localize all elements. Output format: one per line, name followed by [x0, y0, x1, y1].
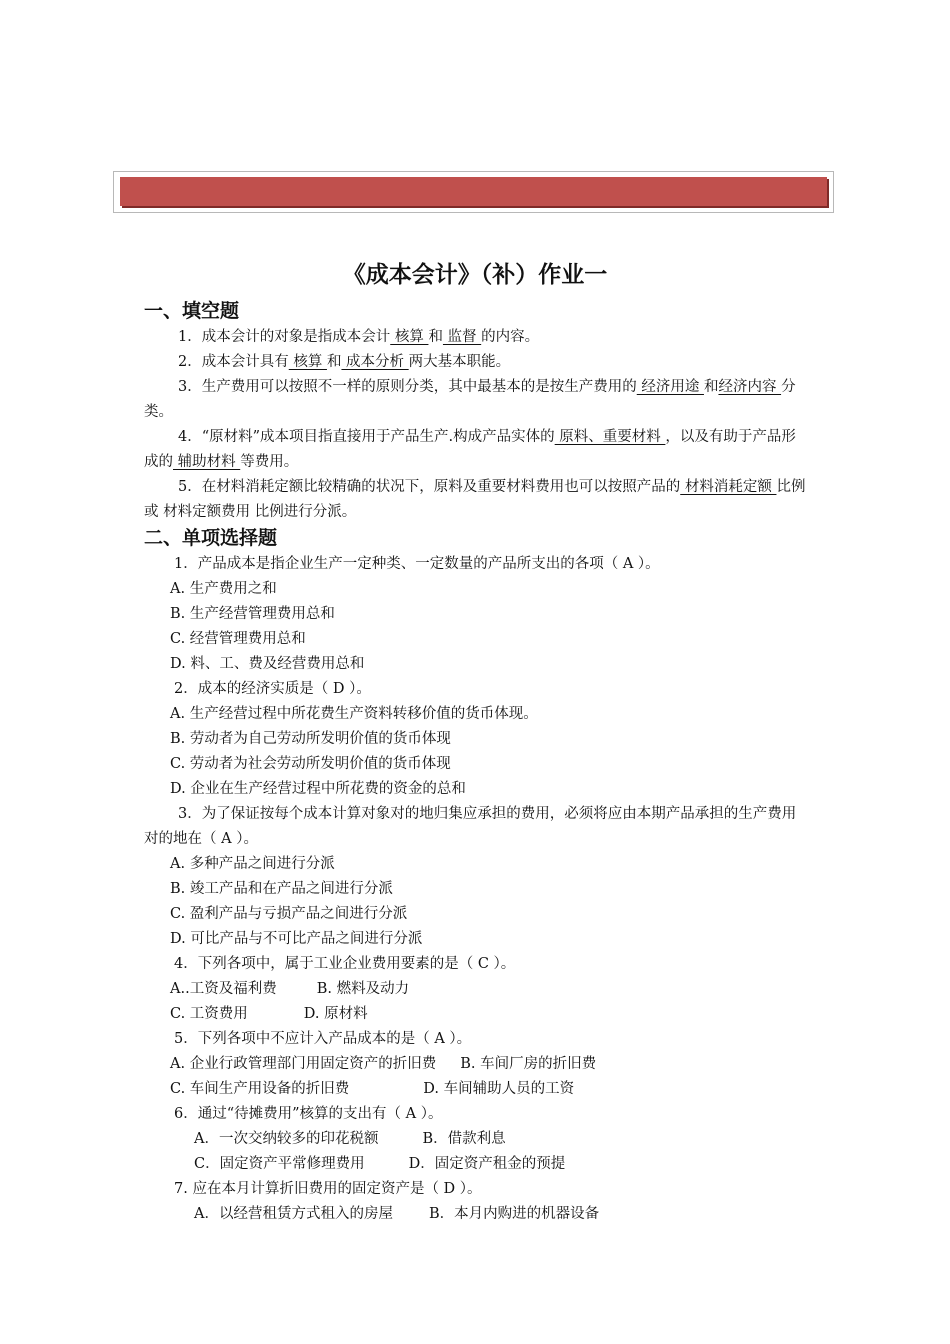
- option: C. 盈利产品与亏损产品之间进行分派: [170, 906, 408, 922]
- answer-blank: 核算: [288, 354, 327, 370]
- option-row: [144, 1152, 808, 1177]
- choice-question-1: 1．产品成本是指企业生产一定种类、一定数量的产品所支出的各项（ A ）。: [174, 556, 660, 572]
- option: D．固定资产租金的预提: [408, 1156, 566, 1172]
- option: C. 工资费用: [170, 1006, 248, 1022]
- answer-blank: 成本分析: [341, 354, 409, 370]
- header-banner-bar: [120, 177, 827, 206]
- text: 和: [326, 354, 342, 370]
- text: 4．“原材料”成本项目指直接用于产品生产.构成产品实体的: [178, 429, 555, 445]
- option: C．固定资产平常修理费用: [194, 1156, 365, 1172]
- option: D. 原材料: [303, 1006, 368, 1022]
- option-row: [144, 1127, 808, 1152]
- option: D. 车间辅助人员的工资: [423, 1081, 575, 1097]
- document-body: [144, 298, 808, 1227]
- answer-blank: 材料消耗定额: [680, 479, 777, 495]
- option: D. 可比产品与不可比产品之间进行分派: [170, 931, 423, 947]
- answer-blank: 经济用途: [636, 379, 704, 395]
- page-title: 《成本会计》（补）作业一: [342, 262, 608, 288]
- section-heading-fill-blank: 一、填空题: [144, 300, 240, 322]
- fill-question-3: [144, 375, 808, 425]
- choice-question-4: 4．下列各项中，属于工业企业费用要素的是（ C ）。: [174, 956, 516, 972]
- option: A. 多种产品之间进行分派: [170, 856, 335, 872]
- option: B．借款利息: [422, 1131, 506, 1147]
- fill-question-2: [144, 350, 808, 375]
- option-row: [144, 977, 808, 1002]
- answer-blank: 原料、重要材料: [554, 429, 666, 445]
- option-row: [144, 1002, 808, 1027]
- option: B. 竣工产品和在产品之间进行分派: [170, 881, 393, 897]
- option: A. 企业行政管理部门用固定资产的折旧费: [170, 1056, 437, 1072]
- text: 等费用。: [240, 454, 299, 470]
- answer-blank: 核算: [390, 329, 429, 345]
- text: 2．成本会计具有: [178, 354, 289, 370]
- option: C. 车间生产用设备的折旧费: [170, 1081, 350, 1097]
- option: A. 生产经营过程中所花费生产资料转移价值的货币体现。: [170, 706, 538, 722]
- choice-question-2: 2．成本的经济实质是（ D ）。: [174, 681, 371, 697]
- text: ，以及有助于产品形成的: [144, 429, 796, 470]
- text: 分类。: [144, 379, 796, 420]
- text: 比例或 材料定额费用 比例进行分派。: [144, 479, 806, 520]
- option: D. 料、工、费及经营费用总和: [170, 656, 365, 672]
- text: 5．在材料消耗定额比较精确的状况下，原料及重要材料费用也可以按照产品的: [178, 479, 681, 495]
- header-banner: [113, 171, 834, 213]
- option: B. 生产经营管理费用总和: [170, 606, 335, 622]
- choice-question-6: 6．通过“待摊费用”核算的支出有（ A ）。: [174, 1106, 443, 1122]
- option: C. 经营管理费用总和: [170, 631, 306, 647]
- option: C. 劳动者为社会劳动所发明价值的货币体现: [170, 756, 451, 772]
- option: A..工资及福利费: [170, 981, 277, 997]
- answer-blank: 经济内容: [718, 379, 782, 395]
- option: B. 劳动者为自己劳动所发明价值的货币体现: [170, 731, 451, 747]
- text: 两大基本职能。: [408, 354, 511, 370]
- option: D. 企业在生产经营过程中所花费的资金的总和: [170, 781, 466, 797]
- answer-blank: 辅助材料: [173, 454, 241, 470]
- text: 和: [428, 329, 443, 345]
- fill-question-5: [144, 475, 808, 525]
- option: A．一次交纳较多的印花税额: [194, 1131, 379, 1147]
- fill-question-1: [144, 325, 808, 350]
- text: 的内容。: [481, 329, 540, 345]
- text: 和: [703, 379, 719, 395]
- option-row: [144, 1077, 808, 1102]
- section-heading-single-choice: 二、单项选择题: [144, 527, 278, 549]
- option: B. 车间厂房的折旧费: [460, 1056, 597, 1072]
- fill-question-4: [144, 425, 808, 475]
- choice-question-7: 7. 应在本月计算折旧费用的固定资产是（ D ）。: [174, 1181, 482, 1197]
- option: A．以经营租赁方式租入的房屋: [194, 1206, 393, 1222]
- choice-question-3: 3．为了保证按每个成本计算对象对的地归集应承担的费用，必须将应由本期产品承担的生产费用对的地在（ A ）。: [144, 806, 797, 847]
- text: 3．生产费用可以按照不一样的原则分类，其中最基本的是按生产费用的: [178, 379, 637, 395]
- text: 1．成本会计的对象是指成本会计: [178, 329, 391, 345]
- option-row: [144, 1052, 808, 1077]
- option-row: [144, 1202, 808, 1227]
- option: A. 生产费用之和: [170, 581, 277, 597]
- option: B. 燃料及动力: [316, 981, 410, 997]
- option: B．本月内购进的机器设备: [428, 1206, 600, 1222]
- answer-blank: 监督: [442, 329, 482, 345]
- choice-question-5: 5．下列各项中不应计入产品成本的是（ A ）。: [174, 1031, 472, 1047]
